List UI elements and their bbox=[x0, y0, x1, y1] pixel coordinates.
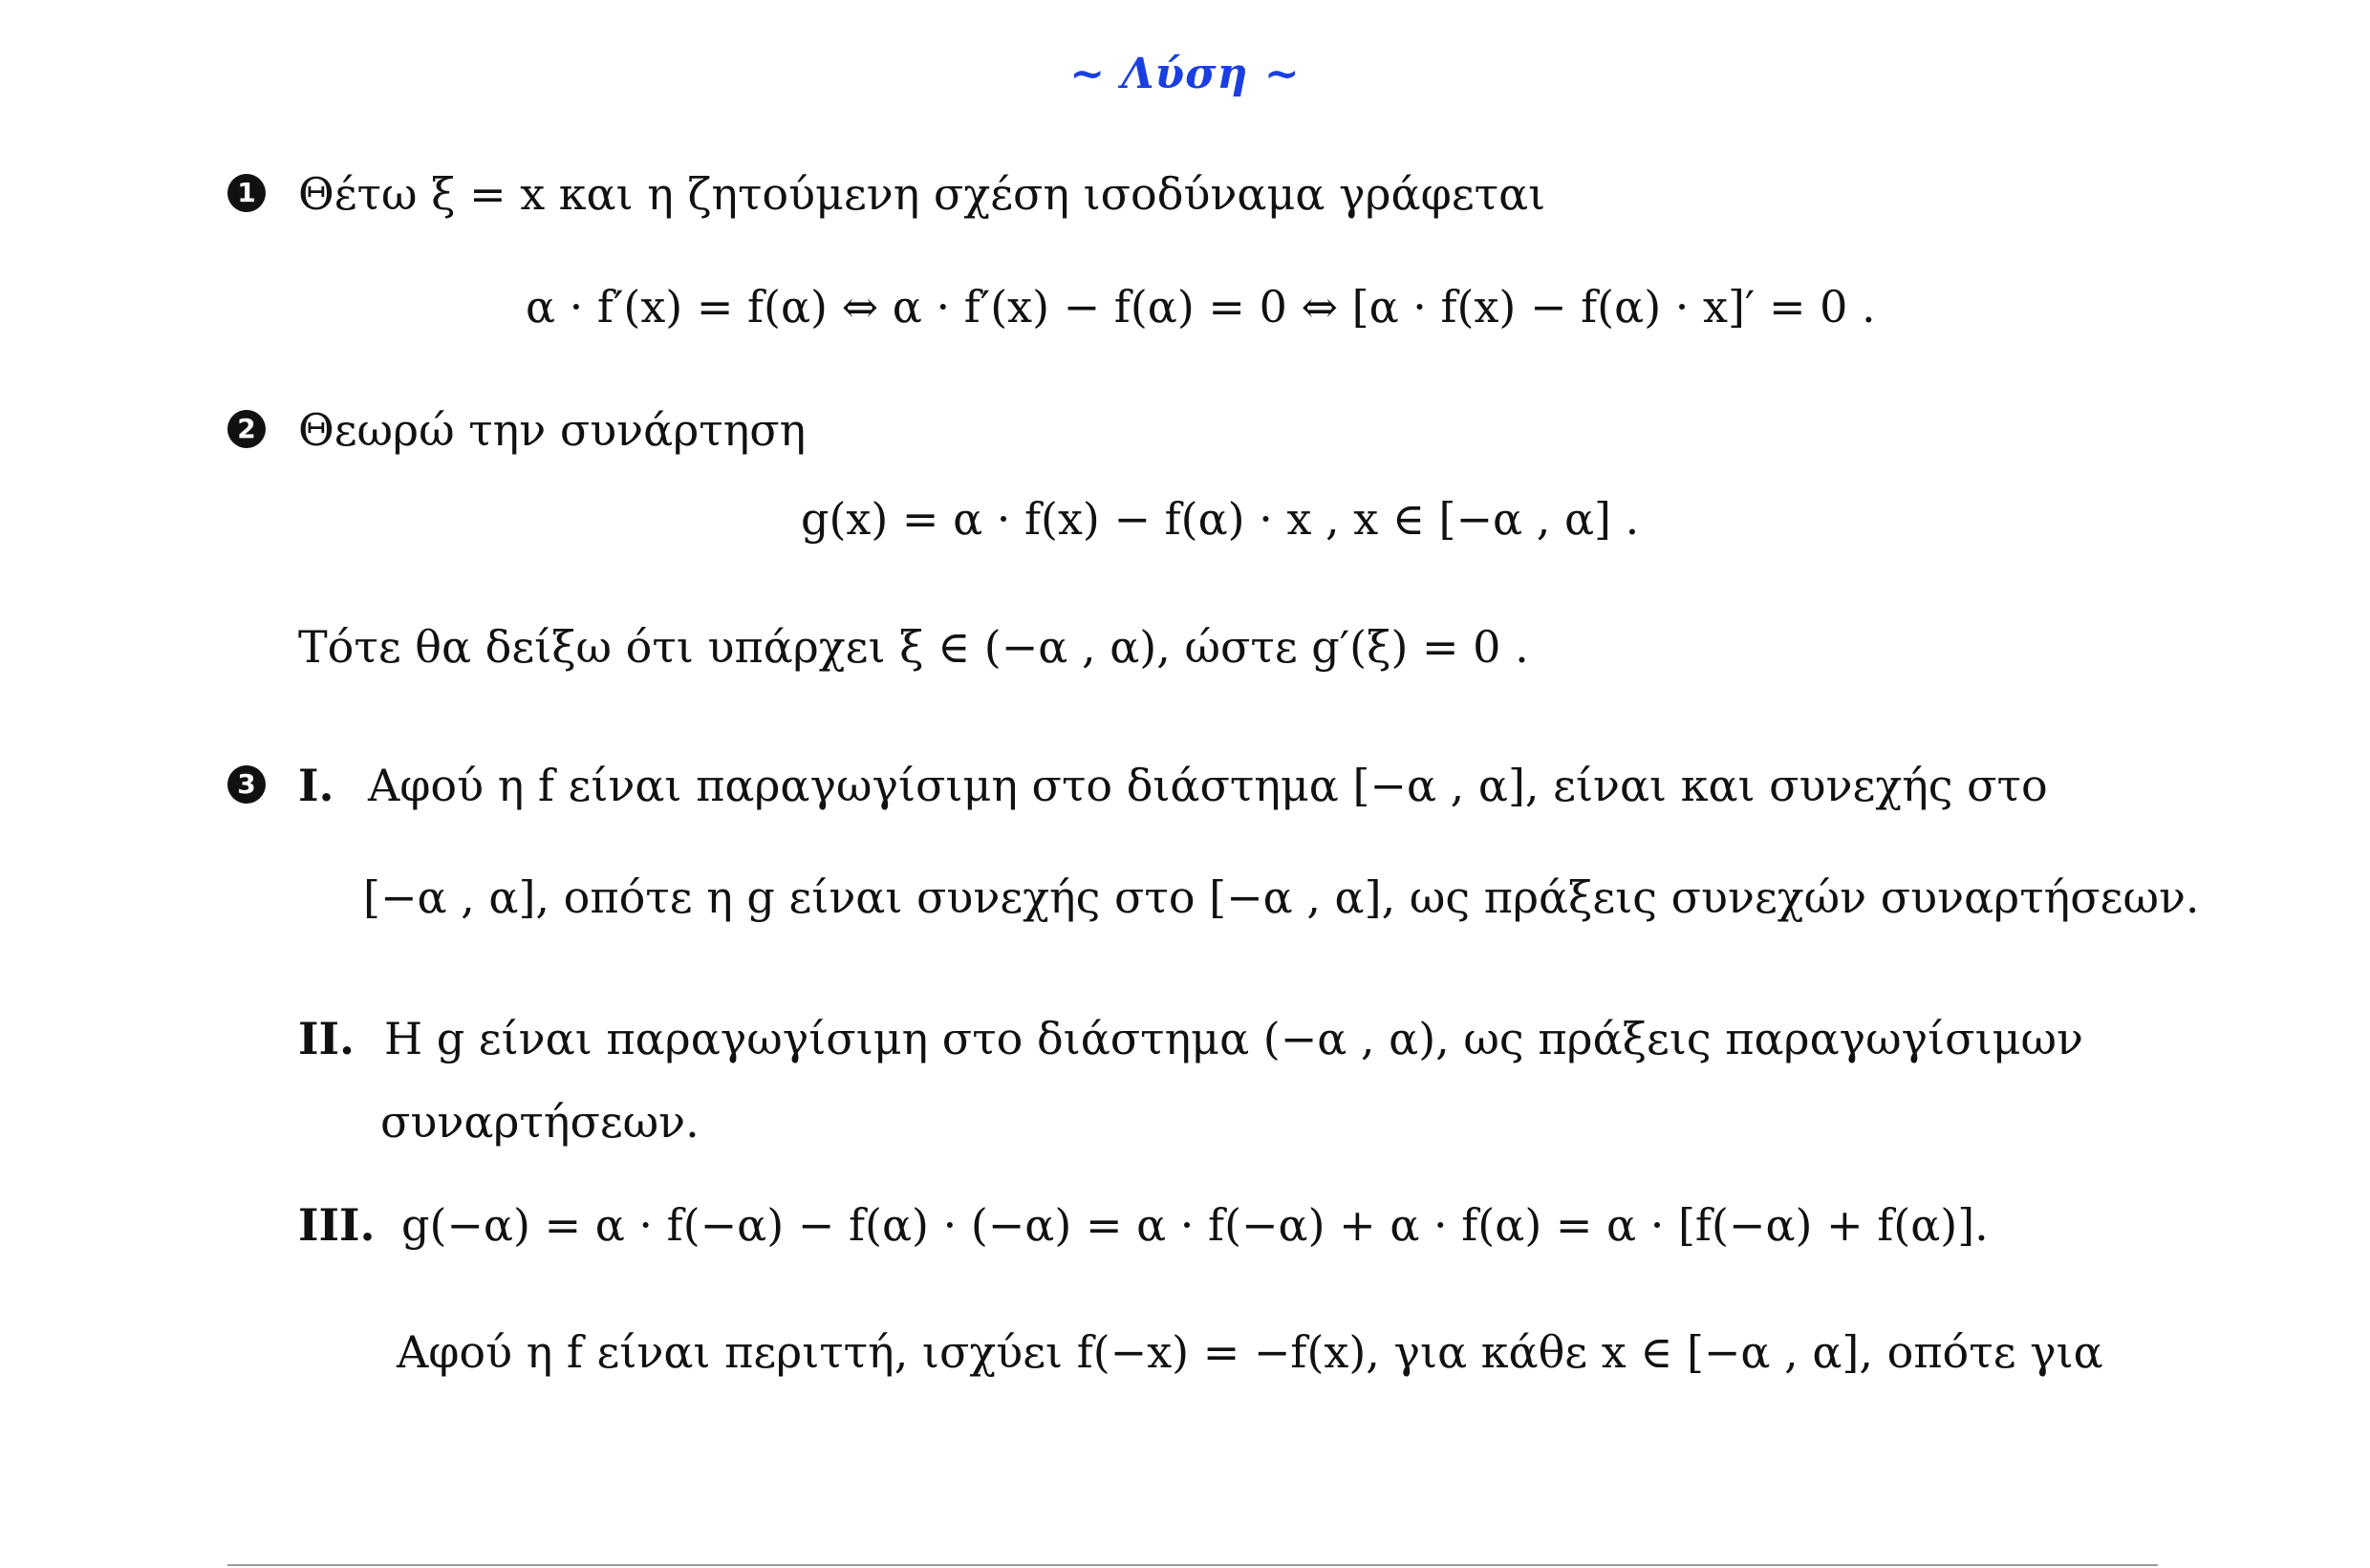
step3-iii-label: III. bbox=[298, 1199, 376, 1251]
step3-ii-label: II. bbox=[298, 1013, 356, 1064]
step3-i-label: I. bbox=[298, 760, 334, 811]
step3-i-line1: Αφού η f είναι παραγωγίσιμη στο διάστημα [−α , α], είναι και συνεχής στο bbox=[368, 760, 2048, 811]
step3-i-line2: [−α , α], οπότε η g είναι συνεχής στο [−α , α], ως πράξεις συνεχών συναρτήσεων. bbox=[363, 871, 2200, 923]
step3-ii-line2: συναρτήσεων. bbox=[380, 1096, 700, 1148]
step2-text: Θεωρώ την συνάρτηση bbox=[298, 404, 807, 456]
step2-equation: g(x) = α · f(x) − f(α) · x , x ∈ [−α , α] . bbox=[801, 493, 1640, 545]
page-title: ~ Λύση ~ bbox=[1069, 50, 1301, 98]
step3-bullet: 3 bbox=[227, 765, 266, 804]
step3-iii-line2: Αφού η f είναι περιττή, ισχύει f(−x) = −f(x), για κάθε x ∈ [−α , α], οπότε για bbox=[397, 1326, 2103, 1378]
step3-iii-line1: g(−α) = α · f(−α) − f(α) · (−α) = α · f(−α) + α · f(α) = α · [f(−α) + f(α)]. bbox=[401, 1199, 1989, 1251]
step1-equation: α · f′(x) = f(α) ⇔ α · f′(x) − f(α) = 0 ⇔ [α · f(x) − f(α) · x]′ = 0 . bbox=[526, 281, 1876, 333]
step2-text2: Τότε θα δείξω ότι υπάρχει ξ ∈ (−α , α), ώστε g′(ξ) = 0 . bbox=[298, 621, 1529, 673]
bottom-divider bbox=[227, 1564, 2158, 1566]
step1-bullet: 1 bbox=[227, 174, 266, 212]
step2-bullet: 2 bbox=[227, 410, 266, 448]
step1-text: Θέτω ξ = x και η ζητούμενη σχέση ισοδύναμα γράφεται bbox=[298, 168, 1546, 220]
step3-ii-line1: Η g είναι παραγωγίσιμη στο διάστημα (−α , α), ως πράξεις παραγωγίσιμων bbox=[384, 1013, 2083, 1064]
